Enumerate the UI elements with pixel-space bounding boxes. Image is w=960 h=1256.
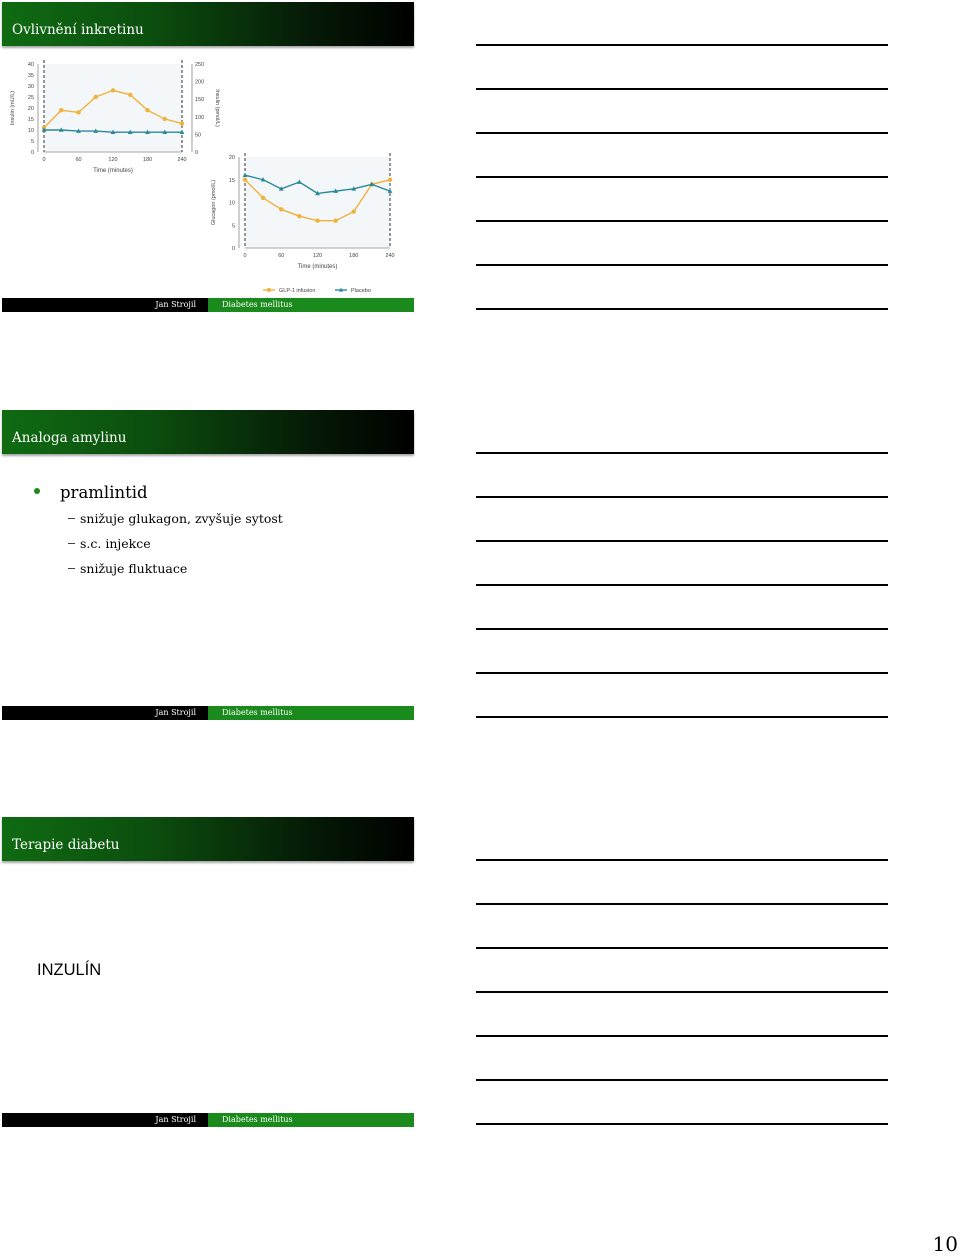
footer-topic: Diabetes mellitus	[208, 706, 414, 720]
y-axis-label: Glucagon (pmol/L)	[211, 179, 217, 226]
note-line	[476, 44, 888, 46]
note-line	[476, 132, 888, 134]
note-line	[476, 1123, 888, 1125]
data-point-glp1	[388, 178, 392, 182]
slide-1	[2, 2, 414, 312]
slide-title: Terapie diabetu	[12, 837, 120, 853]
data-point-glp1	[76, 110, 80, 114]
x-axis-label: Time (minutes)	[93, 168, 133, 174]
note-line	[476, 496, 888, 498]
x-tick-label: 60	[75, 157, 82, 163]
slide-3	[2, 817, 414, 1127]
x-tick-label: 180	[142, 157, 153, 163]
legend-marker	[267, 288, 271, 292]
data-point-glp1	[315, 219, 319, 223]
footer-topic: Diabetes mellitus	[208, 1113, 414, 1127]
bullet-dot-icon	[34, 488, 40, 494]
note-line	[476, 88, 888, 90]
note-line	[476, 1035, 888, 1037]
x-tick-label: 60	[278, 253, 285, 259]
y-tick-label: 25	[27, 95, 34, 101]
slide-title: Analoga amylinu	[12, 430, 127, 446]
y-tick-label: 0	[231, 246, 235, 252]
slide-footer	[2, 298, 414, 312]
footer-author: Jan Strojil	[2, 298, 208, 312]
dash-icon	[68, 568, 75, 569]
y-right-tick-label: 150	[195, 97, 205, 104]
y-tick-label: 15	[228, 177, 235, 184]
dash-icon	[68, 518, 75, 519]
note-line	[476, 1079, 888, 1081]
slide-header	[2, 410, 414, 454]
subbullet-text: s.c. injekce	[80, 536, 151, 551]
data-point-glp1	[94, 95, 98, 99]
note-line	[476, 672, 888, 674]
dash-icon	[68, 543, 75, 544]
plot-area	[44, 64, 182, 152]
y-tick-label: 5	[231, 223, 235, 230]
note-line	[476, 308, 888, 310]
data-point-glp1	[180, 121, 184, 125]
note-line	[476, 903, 888, 905]
data-point-glp1	[145, 108, 149, 112]
note-line	[476, 176, 888, 178]
y-tick-label: 0	[30, 150, 34, 156]
x-axis-label: Time (minutes)	[297, 264, 338, 270]
note-line	[476, 452, 888, 454]
y-tick-label: 35	[27, 73, 34, 79]
footer-author: Jan Strojil	[2, 706, 208, 720]
legend-label: GLP-1 infusion	[279, 288, 316, 294]
y-right-tick-label: 200	[195, 79, 205, 86]
legend-label: Placebo	[351, 288, 371, 294]
data-point-glp1	[261, 196, 265, 200]
slide-footer	[2, 706, 414, 720]
y-right-tick-label: 100	[195, 114, 205, 121]
page-number: 10	[932, 1232, 958, 1256]
x-tick-label: 120	[312, 253, 323, 259]
y-tick-label: 10	[228, 200, 235, 207]
note-line	[476, 859, 888, 861]
note-line	[476, 947, 888, 949]
note-line	[476, 584, 888, 586]
data-point-glp1	[243, 178, 247, 182]
slide-footer	[2, 1113, 414, 1127]
y-tick-label: 30	[27, 84, 34, 90]
slide-header	[2, 2, 414, 46]
data-point-glp1	[279, 207, 283, 211]
bullet-text: pramlintid	[60, 483, 148, 502]
y-tick-label: 20	[228, 155, 235, 161]
subbullet-text: snižuje glukagon, zvyšuje sytost	[80, 511, 283, 526]
note-line	[476, 220, 888, 222]
x-tick-label: 120	[108, 157, 118, 163]
slide-header	[2, 817, 414, 861]
y-right-axis-label: Insulin (pmol/L)	[214, 89, 220, 127]
data-point-glp1	[297, 214, 301, 218]
data-point-glp1	[333, 219, 337, 223]
footer-topic: Diabetes mellitus	[208, 298, 414, 312]
slide-2	[2, 410, 414, 720]
x-tick-label: 0	[243, 253, 247, 259]
note-line	[476, 540, 888, 542]
data-point-glp1	[111, 88, 115, 92]
y-right-tick-label: 0	[195, 150, 199, 156]
data-point-glp1	[128, 93, 132, 97]
note-line	[476, 716, 888, 718]
y-tick-label: 5	[30, 139, 34, 145]
y-tick-label: 10	[27, 128, 34, 134]
y-right-tick-label: 50	[195, 132, 202, 139]
data-point-glp1	[163, 117, 167, 121]
note-line	[476, 264, 888, 266]
data-point-glp1	[352, 209, 356, 213]
x-tick-label: 180	[349, 253, 359, 259]
x-tick-label: 0	[42, 157, 46, 163]
x-tick-label: 240	[385, 253, 395, 259]
y-axis-label: Insulin (mU/L)	[10, 90, 16, 126]
slide-body-text: INZULÍN	[37, 961, 102, 979]
y-tick-label: 15	[27, 117, 34, 123]
y-tick-label: 20	[27, 106, 34, 112]
slide-title: Ovlivnění inkretinu	[12, 22, 144, 38]
y-right-tick-label: 250	[195, 62, 205, 68]
plot-area	[245, 157, 390, 248]
footer-author: Jan Strojil	[2, 1113, 208, 1127]
x-tick-label: 240	[177, 157, 187, 163]
note-line	[476, 628, 888, 630]
data-point-glp1	[59, 108, 63, 112]
note-line	[476, 991, 888, 993]
incretin-charts	[2, 52, 414, 297]
subbullet-text: snižuje fluktuace	[80, 561, 188, 576]
y-tick-label: 40	[27, 62, 34, 68]
